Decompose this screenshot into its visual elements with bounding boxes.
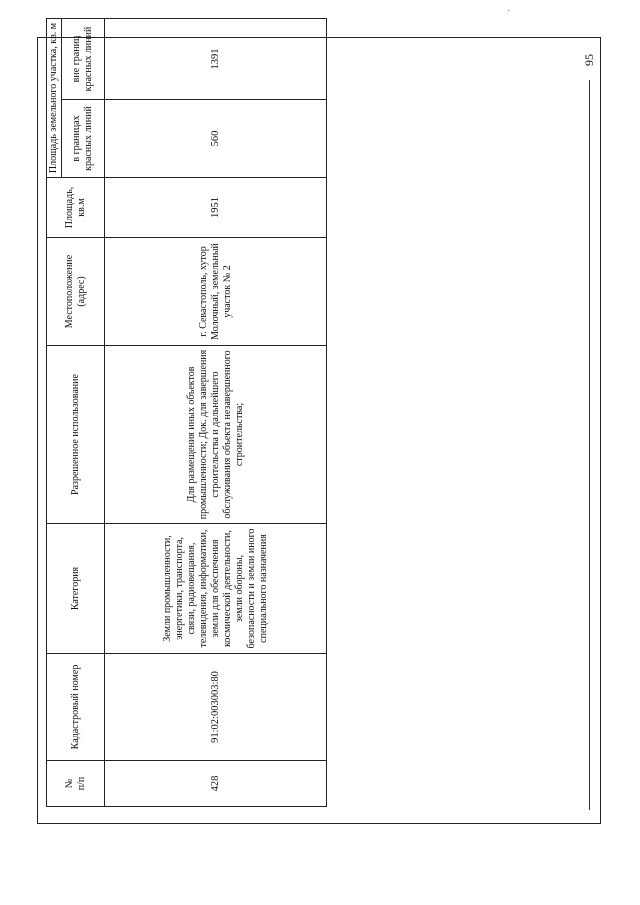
header-area: Площадь, кв.м [47,178,105,238]
page-rule [589,80,590,810]
cell-category: Земли промышленности, энергетики, транспорта, связи, радиовещания, телевидения, информатики, земли для обеспечения космической деятельности, земли обороны, безопасности и земли иного специального назначения [105,524,327,654]
header-num: № п/п [47,761,105,807]
cell-num: 428 [105,761,327,807]
land-plot-table [46,18,327,807]
cell-area: 1951 [105,178,327,238]
cell-usage: Для размещения иных объектов промышленности; Док. для завершения строительства и дальнейшего обслуживания объекта незавершенного строительства; [105,346,327,524]
header-within: в границах красных линий [62,100,105,178]
page-number: 95 [582,54,596,66]
header-usage: Разрешенное использование [47,346,105,524]
header-location: Местоположение (адрес) [47,238,105,346]
cell-outside: 1391 [105,19,327,100]
header-category: Категория [47,524,105,654]
cell-within: 560 [105,100,327,178]
rotated-table-container [46,22,327,807]
scan-speck [508,10,509,11]
header-cadastral: Кадастровый номер [47,654,105,761]
cell-location: г. Севастополь, хутор Молочный, земельный участок № 2 [105,238,327,346]
header-outside: вне границ красных линий [62,19,105,100]
cell-cadastral: 91:02:003003:80 [105,654,327,761]
header-land-area: Площадь земельного участка, кв. м [47,19,62,178]
